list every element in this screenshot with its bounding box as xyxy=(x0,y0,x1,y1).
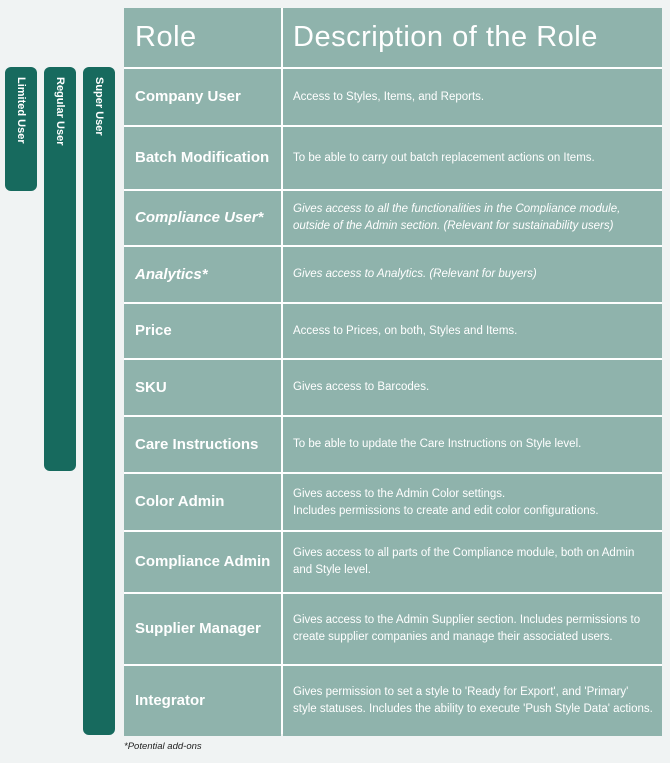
regular-user-bar xyxy=(44,67,76,471)
role-color-admin: Color Admin xyxy=(124,474,281,530)
desc-integrator: Gives permission to set a style to 'Ready for Export', and 'Primary' style statuses. Includes the ability to execute 'Push Style Data' actions. xyxy=(283,666,662,736)
desc-color-admin xyxy=(283,474,662,530)
role-sku: SKU xyxy=(124,360,281,415)
header-description: Description of the Role xyxy=(283,8,662,67)
footnote: *Potential add-ons xyxy=(124,741,202,752)
super-user-label: Super User xyxy=(93,77,105,136)
desc-supplier-manager: Gives access to the Admin Supplier section. Includes permissions to create supplier companies and manage their associated users. xyxy=(283,594,662,664)
desc-company-user: Access to Styles, Items, and Reports. xyxy=(283,69,662,125)
desc-price: Access to Prices, on both, Styles and Items. xyxy=(283,304,662,358)
desc-analytics: Gives access to Analytics. (Relevant for buyers) xyxy=(283,247,662,302)
desc-color-admin-line2: Includes permissions to create and edit color configurations. xyxy=(293,505,599,517)
roles-table xyxy=(124,8,662,734)
desc-care-instructions: To be able to update the Care Instructions on Style level. xyxy=(283,417,662,472)
role-batch-modification: Batch Modification xyxy=(124,127,281,189)
regular-user-label: Regular User xyxy=(54,77,66,146)
desc-sku: Gives access to Barcodes. xyxy=(283,360,662,415)
limited-user-label: Limited User xyxy=(15,77,27,144)
role-compliance-user: Compliance User* xyxy=(124,191,281,245)
limited-user-bar xyxy=(5,67,37,191)
desc-batch-modification: To be able to carry out batch replacement actions on Items. xyxy=(283,127,662,189)
desc-compliance-admin: Gives access to all parts of the Compliance module, both on Admin and Style level. xyxy=(283,532,662,592)
desc-color-admin-line1: Gives access to the Admin Color settings. xyxy=(293,488,506,500)
role-company-user: Company User xyxy=(124,69,281,125)
role-supplier-manager: Supplier Manager xyxy=(124,594,281,664)
super-user-bar xyxy=(83,67,115,735)
role-price: Price xyxy=(124,304,281,358)
role-analytics: Analytics* xyxy=(124,247,281,302)
role-care-instructions: Care Instructions xyxy=(124,417,281,472)
role-integrator: Integrator xyxy=(124,666,281,736)
desc-compliance-user: Gives access to all the functionalities in the Compliance module, outside of the Admin section. (Relevant for sustainability users) xyxy=(283,191,662,245)
header-role: Role xyxy=(124,8,281,67)
role-compliance-admin: Compliance Admin xyxy=(124,532,281,592)
